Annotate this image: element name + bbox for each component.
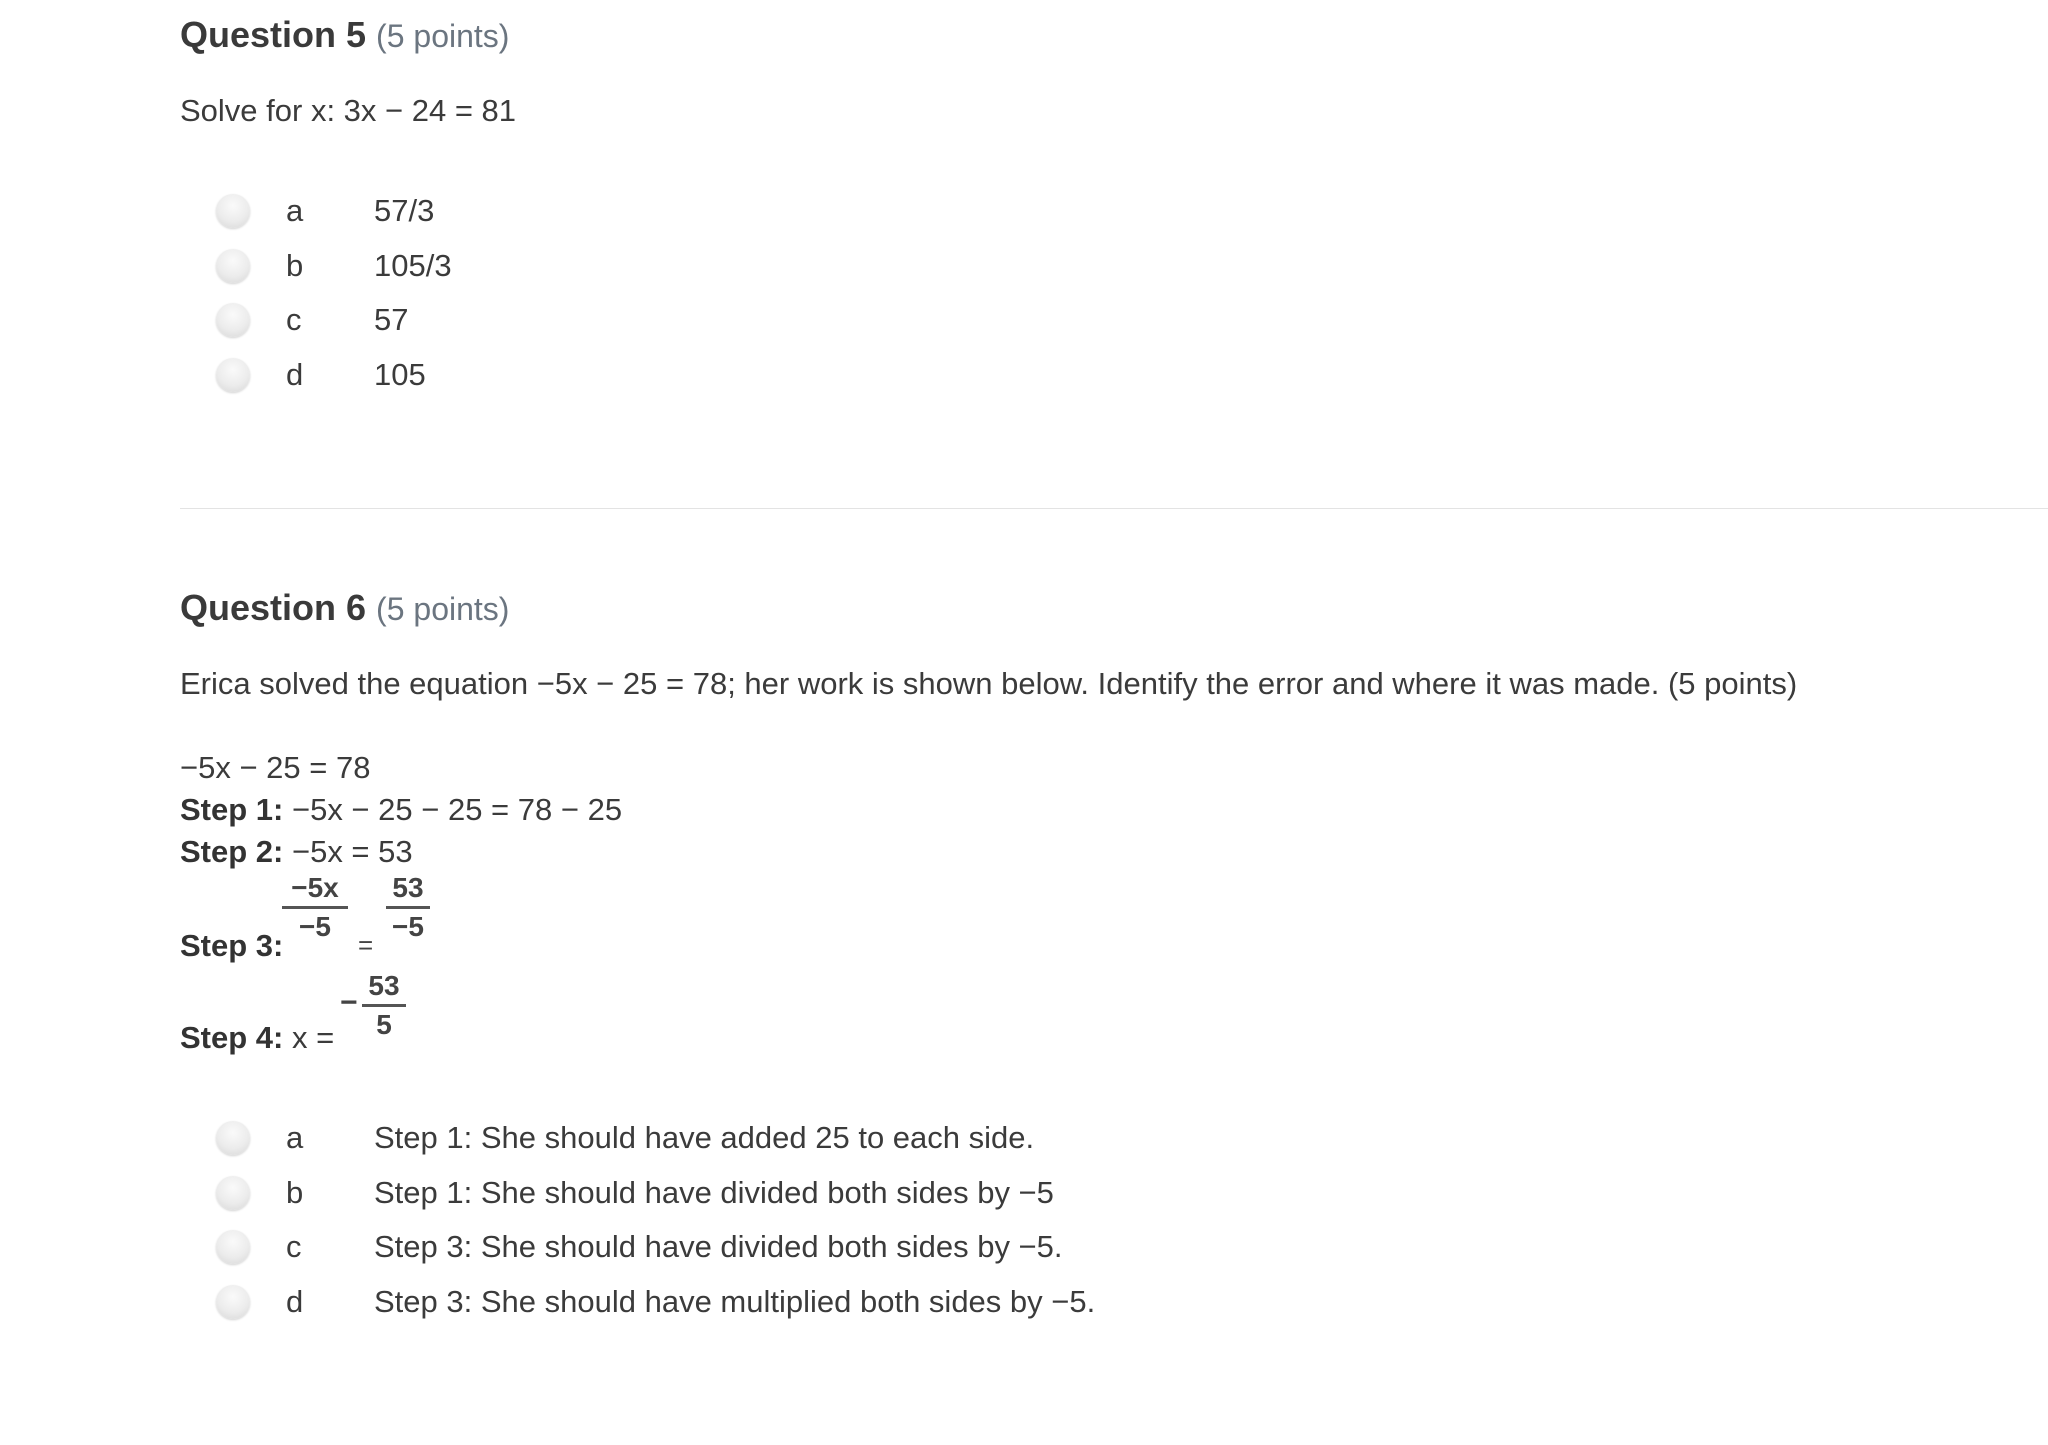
step-1-label: Step 1: bbox=[180, 792, 284, 827]
question-6-options bbox=[216, 1111, 1095, 1329]
radio-button-icon[interactable] bbox=[216, 303, 250, 337]
question-5-prompt: Solve for x: 3x − 24 = 81 bbox=[180, 93, 517, 128]
question-5-points: (5 points) bbox=[376, 18, 510, 54]
question-6-option-b[interactable] bbox=[216, 1166, 1095, 1221]
question-6-label: Question 6 bbox=[180, 587, 367, 628]
question-6-option-a[interactable] bbox=[216, 1111, 1095, 1166]
question-6-points: (5 points) bbox=[376, 591, 510, 627]
question-5-heading bbox=[180, 0, 2048, 71]
step-4-fraction bbox=[362, 968, 406, 1043]
step-4-denominator: 5 bbox=[376, 1009, 392, 1040]
question-5-label: Question 5 bbox=[180, 14, 367, 55]
question-6-prompt: Erica solved the equation −5x − 25 = 78; her work is shown below. Identify the error and where it was made. (5 points) bbox=[180, 666, 1798, 701]
question-6-heading bbox=[180, 573, 2048, 644]
step-3-right-fraction bbox=[386, 870, 430, 945]
option-letter: c bbox=[286, 1229, 302, 1265]
question-divider bbox=[180, 508, 2048, 509]
option-text: Step 1: She should have added 25 to each side. bbox=[374, 1120, 1035, 1156]
radio-button-icon[interactable] bbox=[216, 1285, 250, 1319]
option-letter: b bbox=[286, 247, 304, 283]
step-3-right-numerator: 53 bbox=[392, 872, 424, 903]
option-text: 105/3 bbox=[374, 247, 452, 283]
radio-button-icon[interactable] bbox=[216, 194, 250, 228]
option-letter: a bbox=[286, 193, 304, 229]
step-3-left-fraction bbox=[282, 870, 348, 945]
step-4-sign: − bbox=[340, 986, 358, 1019]
step-2-text: −5x = 53 bbox=[283, 834, 413, 869]
step-3-left-denominator: −5 bbox=[299, 911, 331, 942]
question-5 bbox=[180, 0, 2048, 392]
question-5-options bbox=[216, 184, 452, 402]
option-text: 105 bbox=[374, 356, 426, 392]
step-3-label: Step 3: bbox=[180, 928, 284, 963]
question-5-option-c[interactable] bbox=[216, 293, 452, 348]
work-step-3 bbox=[180, 926, 283, 966]
step-3-equals: = bbox=[358, 930, 374, 960]
option-text: Step 1: She should have divided both sides by −5 bbox=[374, 1174, 1054, 1210]
radio-button-icon[interactable] bbox=[216, 249, 250, 283]
step-1-text: −5x − 25 − 25 = 78 − 25 bbox=[283, 792, 623, 827]
question-6 bbox=[180, 573, 2048, 1319]
work-step-2 bbox=[180, 832, 413, 872]
option-text: Step 3: She should have divided both sides by −5. bbox=[374, 1229, 1063, 1265]
step-4-label: Step 4: bbox=[180, 1020, 284, 1055]
step-3-right-denominator: −5 bbox=[392, 911, 424, 942]
question-5-option-d[interactable] bbox=[216, 348, 452, 403]
question-6-option-c[interactable] bbox=[216, 1220, 1095, 1275]
question-6-option-d[interactable] bbox=[216, 1275, 1095, 1330]
radio-button-icon[interactable] bbox=[216, 1176, 250, 1210]
step-4-numerator: 53 bbox=[368, 970, 400, 1001]
option-letter: a bbox=[286, 1120, 304, 1156]
work-step-1 bbox=[180, 790, 622, 830]
option-letter: c bbox=[286, 302, 302, 338]
option-letter: b bbox=[286, 1174, 304, 1210]
radio-button-icon[interactable] bbox=[216, 358, 250, 392]
option-text: Step 3: She should have multiplied both sides by −5. bbox=[374, 1283, 1096, 1319]
step-4-text: x = bbox=[283, 1020, 335, 1055]
question-5-option-b[interactable] bbox=[216, 239, 452, 294]
option-letter: d bbox=[286, 1283, 304, 1319]
step-2-label: Step 2: bbox=[180, 834, 284, 869]
question-5-option-a[interactable] bbox=[216, 184, 452, 239]
radio-button-icon[interactable] bbox=[216, 1230, 250, 1264]
option-text: 57/3 bbox=[374, 193, 435, 229]
radio-button-icon[interactable] bbox=[216, 1121, 250, 1155]
work-step-4 bbox=[180, 1018, 334, 1058]
work-equation: −5x − 25 = 78 bbox=[180, 750, 371, 785]
step-3-left-numerator: −5x bbox=[291, 872, 339, 903]
option-text: 57 bbox=[374, 302, 409, 338]
option-letter: d bbox=[286, 356, 304, 392]
